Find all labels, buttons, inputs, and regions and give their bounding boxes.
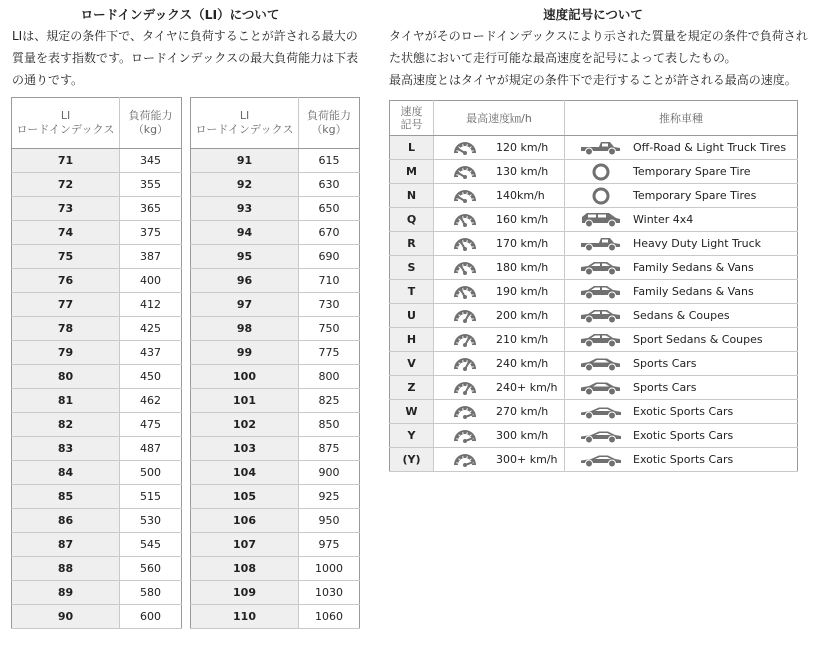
table-row <box>390 184 798 208</box>
load-capacity-value: 1060 <box>299 605 360 629</box>
table-row <box>12 221 182 245</box>
table-row <box>191 341 360 365</box>
speed-cell <box>434 400 565 424</box>
li-value: 78 <box>12 317 120 341</box>
vehicle-type-label: Sports Cars <box>633 381 697 394</box>
max-speed-value: 170 km/h <box>496 237 549 250</box>
table-row <box>12 485 182 509</box>
table-row <box>191 365 360 389</box>
gauge-mid-icon <box>452 285 478 299</box>
load-capacity-value: 475 <box>120 413 182 437</box>
sports-car-icon <box>579 427 623 445</box>
load-capacity-value: 387 <box>120 245 182 269</box>
li-value: 107 <box>191 533 299 557</box>
table-row <box>390 352 798 376</box>
load-capacity-value: 355 <box>120 173 182 197</box>
gauge-max-icon <box>452 453 478 467</box>
table-row <box>191 485 360 509</box>
li-value: 93 <box>191 197 299 221</box>
load-capacity-value: 425 <box>120 317 182 341</box>
load-capacity-value: 825 <box>299 389 360 413</box>
li-value: 87 <box>12 533 120 557</box>
li-value: 90 <box>12 605 120 629</box>
gauge-high-icon <box>452 309 478 323</box>
vehicle-type-label: Exotic Sports Cars <box>633 429 734 442</box>
speed-cell <box>434 136 565 160</box>
speed-title: 速度記号について <box>543 7 643 22</box>
table-row <box>12 413 182 437</box>
load-capacity-value: 500 <box>120 461 182 485</box>
load-capacity-value: 950 <box>299 509 360 533</box>
speed-symbol-value: H <box>390 328 434 352</box>
vehicle-cell <box>565 136 798 160</box>
load-capacity-value: 580 <box>120 581 182 605</box>
speed-cell <box>434 376 565 400</box>
load-column-header <box>299 98 360 149</box>
load-capacity-value: 670 <box>299 221 360 245</box>
sedan-icon <box>579 283 623 301</box>
table-row <box>191 317 360 341</box>
li-value: 75 <box>12 245 120 269</box>
li-description-line: LIは、規定の条件下で、タイヤに負荷することが許される最大の <box>12 29 358 43</box>
vehicle-type-label: Temporary Spare Tires <box>633 189 757 202</box>
max-speed-value: 130 km/h <box>496 165 549 178</box>
table-row <box>12 509 182 533</box>
li-value: 91 <box>191 149 299 173</box>
vehicle-cell <box>565 400 798 424</box>
load-column-header-line1: 負荷能力 <box>128 109 173 122</box>
load-capacity-value: 750 <box>299 317 360 341</box>
load-capacity-value: 630 <box>299 173 360 197</box>
li-value: 82 <box>12 413 120 437</box>
load-capacity-value: 412 <box>120 293 182 317</box>
vehicle-column-header: 推称車種 <box>565 101 798 136</box>
li-column-header-line1: LI <box>239 109 250 122</box>
speed-cell <box>434 184 565 208</box>
table-row <box>191 581 360 605</box>
table-row <box>12 437 182 461</box>
load-capacity-value: 1000 <box>299 557 360 581</box>
table-row <box>191 293 360 317</box>
table-row <box>12 533 182 557</box>
speed-symbol-value: T <box>390 280 434 304</box>
li-column-header-line2: ロードインデックス <box>195 123 294 136</box>
table-row <box>390 424 798 448</box>
load-capacity-value: 850 <box>299 413 360 437</box>
li-value: 72 <box>12 173 120 197</box>
li-column-header <box>191 98 299 149</box>
vehicle-cell <box>565 160 798 184</box>
speed-description <box>389 25 808 91</box>
sports-car-icon <box>579 451 623 469</box>
vehicle-type-label: Sports Cars <box>633 357 697 370</box>
li-value: 76 <box>12 269 120 293</box>
load-capacity-value: 730 <box>299 293 360 317</box>
load-capacity-value: 450 <box>120 365 182 389</box>
spare-tire-icon <box>579 163 623 181</box>
vehicle-type-label: Off-Road & Light Truck Tires <box>633 141 787 154</box>
li-value: 109 <box>191 581 299 605</box>
max-speed-value: 210 km/h <box>496 333 549 346</box>
li-value: 77 <box>12 293 120 317</box>
speed-cell <box>434 304 565 328</box>
table-row <box>12 293 182 317</box>
symbol-column-header-line1: 速度 <box>400 105 423 118</box>
load-capacity-value: 400 <box>120 269 182 293</box>
table-row <box>191 557 360 581</box>
speed-symbol-value: W <box>390 400 434 424</box>
speed-cell <box>434 256 565 280</box>
symbol-column-header-line2: 記号 <box>400 118 423 131</box>
li-value: 81 <box>12 389 120 413</box>
gauge-max-icon <box>452 429 478 443</box>
li-value: 95 <box>191 245 299 269</box>
li-value: 88 <box>12 557 120 581</box>
gauge-high-icon <box>452 381 478 395</box>
vehicle-cell <box>565 328 798 352</box>
table-row <box>12 389 182 413</box>
load-capacity-value: 710 <box>299 269 360 293</box>
table-row <box>390 232 798 256</box>
load-capacity-value: 437 <box>120 341 182 365</box>
load-capacity-value: 365 <box>120 197 182 221</box>
li-value: 85 <box>12 485 120 509</box>
table-row <box>191 269 360 293</box>
load-capacity-value: 650 <box>299 197 360 221</box>
load-capacity-value: 600 <box>120 605 182 629</box>
speed-cell <box>434 328 565 352</box>
speed-symbol-value: R <box>390 232 434 256</box>
table-row <box>191 173 360 197</box>
vehicle-cell <box>565 304 798 328</box>
table-row <box>12 581 182 605</box>
max-speed-value: 270 km/h <box>496 405 549 418</box>
li-value: 94 <box>191 221 299 245</box>
load-capacity-value: 615 <box>299 149 360 173</box>
li-value: 104 <box>191 461 299 485</box>
speed-symbol-value: Q <box>390 208 434 232</box>
table-row <box>12 317 182 341</box>
load-capacity-value: 487 <box>120 437 182 461</box>
load-capacity-value: 800 <box>299 365 360 389</box>
li-value: 102 <box>191 413 299 437</box>
table-row <box>12 269 182 293</box>
load-capacity-value: 775 <box>299 341 360 365</box>
li-value: 101 <box>191 389 299 413</box>
max-speed-value: 200 km/h <box>496 309 549 322</box>
vehicle-cell <box>565 280 798 304</box>
max-speed-value: 120 km/h <box>496 141 549 154</box>
max-speed-value: 300 km/h <box>496 429 549 442</box>
li-value: 97 <box>191 293 299 317</box>
table-row <box>191 509 360 533</box>
table-header-row <box>390 101 798 136</box>
li-column-header-line2: ロードインデックス <box>16 123 115 136</box>
load-capacity-value: 875 <box>299 437 360 461</box>
sedan-icon <box>579 331 623 349</box>
table-row <box>191 437 360 461</box>
li-value: 105 <box>191 485 299 509</box>
vehicle-cell <box>565 208 798 232</box>
pickup-truck-icon <box>579 139 623 157</box>
vehicle-type-label: Sport Sedans & Coupes <box>633 333 763 346</box>
li-value: 89 <box>12 581 120 605</box>
load-capacity-value: 462 <box>120 389 182 413</box>
load-capacity-value: 975 <box>299 533 360 557</box>
sports-car-icon <box>579 403 623 421</box>
table-row <box>191 461 360 485</box>
speed-cell <box>434 448 565 472</box>
table-row <box>390 304 798 328</box>
speed-column-header: 最高速度㎞/h <box>434 101 565 136</box>
load-column-header <box>120 98 182 149</box>
li-value: 74 <box>12 221 120 245</box>
speed-description-line: 最高速度とはタイヤが規定の条件下で走行することが許される最高の速度。 <box>389 73 797 87</box>
table-row <box>191 149 360 173</box>
speed-symbol-value: V <box>390 352 434 376</box>
table-row <box>191 197 360 221</box>
speed-description-line: た状態において走行可能な最高速度を記号によって表したもの。 <box>389 51 737 65</box>
max-speed-value: 190 km/h <box>496 285 549 298</box>
suv-icon <box>579 211 623 229</box>
table-row <box>390 376 798 400</box>
gauge-mid-icon <box>452 237 478 251</box>
vehicle-type-label: Heavy Duty Light Truck <box>633 237 762 250</box>
load-index-table-1-body <box>12 149 182 629</box>
table-row <box>390 208 798 232</box>
vehicle-type-label: Family Sedans & Vans <box>633 285 754 298</box>
vehicle-type-label: Sedans & Coupes <box>633 309 730 322</box>
vehicle-type-label: Family Sedans & Vans <box>633 261 754 274</box>
load-capacity-value: 345 <box>120 149 182 173</box>
speed-symbol-value: L <box>390 136 434 160</box>
table-row <box>191 221 360 245</box>
load-index-table-2-body <box>191 149 360 629</box>
li-value: 83 <box>12 437 120 461</box>
gauge-low-icon <box>452 141 478 155</box>
speed-symbol-value: Y <box>390 424 434 448</box>
vehicle-cell <box>565 232 798 256</box>
gauge-low-icon <box>452 165 478 179</box>
load-capacity-value: 515 <box>120 485 182 509</box>
li-column-header-line1: LI <box>60 109 71 122</box>
max-speed-value: 140km/h <box>496 189 545 202</box>
speed-symbol-value: S <box>390 256 434 280</box>
li-value: 110 <box>191 605 299 629</box>
table-row <box>191 605 360 629</box>
coupe-icon <box>579 379 623 397</box>
li-value: 96 <box>191 269 299 293</box>
vehicle-type-label: Exotic Sports Cars <box>633 405 734 418</box>
vehicle-cell <box>565 376 798 400</box>
speed-symbol-value: U <box>390 304 434 328</box>
table-row <box>390 448 798 472</box>
gauge-low-icon <box>452 189 478 203</box>
load-capacity-value: 900 <box>299 461 360 485</box>
sedan-icon <box>579 259 623 277</box>
li-value: 86 <box>12 509 120 533</box>
table-header-row <box>191 98 360 149</box>
li-value: 79 <box>12 341 120 365</box>
speed-cell <box>434 232 565 256</box>
load-index-table-1 <box>11 97 182 629</box>
table-row <box>191 413 360 437</box>
table-row <box>12 341 182 365</box>
table-row <box>12 365 182 389</box>
speed-symbol-table <box>389 100 798 472</box>
max-speed-value: 160 km/h <box>496 213 549 226</box>
speed-description-line: タイヤがそのロードインデックスにより示された質量を規定の条件で負荷され <box>389 29 808 43</box>
li-value: 99 <box>191 341 299 365</box>
load-column-header-line2: （kg） <box>311 123 347 136</box>
load-capacity-value: 925 <box>299 485 360 509</box>
li-value: 108 <box>191 557 299 581</box>
li-value: 80 <box>12 365 120 389</box>
speed-cell <box>434 424 565 448</box>
vehicle-cell <box>565 352 798 376</box>
table-row <box>191 245 360 269</box>
vehicle-cell <box>565 256 798 280</box>
gauge-mid-icon <box>452 213 478 227</box>
vehicle-cell <box>565 184 798 208</box>
max-speed-value: 240 km/h <box>496 357 549 370</box>
li-value: 106 <box>191 509 299 533</box>
table-row <box>390 328 798 352</box>
gauge-high-icon <box>452 333 478 347</box>
li-value: 98 <box>191 317 299 341</box>
table-row <box>191 389 360 413</box>
table-row <box>191 533 360 557</box>
sedan-icon <box>579 307 623 325</box>
load-capacity-value: 375 <box>120 221 182 245</box>
max-speed-value: 180 km/h <box>496 261 549 274</box>
vehicle-type-label: Winter 4x4 <box>633 213 694 226</box>
max-speed-value: 240+ km/h <box>496 381 558 394</box>
speed-cell <box>434 280 565 304</box>
speed-symbol-value: (Y) <box>390 448 434 472</box>
vehicle-cell <box>565 424 798 448</box>
gauge-high-icon <box>452 357 478 371</box>
gauge-mid-icon <box>452 261 478 275</box>
speed-symbol-table-body <box>390 136 798 472</box>
vehicle-cell <box>565 448 798 472</box>
spare-tire-icon <box>579 187 623 205</box>
max-speed-value: 300+ km/h <box>496 453 558 466</box>
table-row <box>12 605 182 629</box>
symbol-column-header <box>390 101 434 136</box>
table-row <box>390 400 798 424</box>
li-description <box>12 25 362 91</box>
vehicle-type-label: Exotic Sports Cars <box>633 453 734 466</box>
table-row <box>390 280 798 304</box>
li-description-line: 質量を表す指数です。ロードインデックスの最大負荷能力は下表 <box>12 51 359 65</box>
li-description-line: の通りです。 <box>12 73 84 87</box>
speed-symbol-value: M <box>390 160 434 184</box>
speed-symbol-value: Z <box>390 376 434 400</box>
table-row <box>12 173 182 197</box>
table-row <box>390 136 798 160</box>
speed-cell <box>434 160 565 184</box>
li-value: 73 <box>12 197 120 221</box>
li-column-header <box>12 98 120 149</box>
load-capacity-value: 690 <box>299 245 360 269</box>
table-row <box>12 461 182 485</box>
li-value: 84 <box>12 461 120 485</box>
load-index-table-2 <box>190 97 360 629</box>
load-capacity-value: 1030 <box>299 581 360 605</box>
table-row <box>12 245 182 269</box>
table-row <box>12 149 182 173</box>
li-value: 103 <box>191 437 299 461</box>
vehicle-type-label: Temporary Spare Tire <box>633 165 751 178</box>
coupe-icon <box>579 355 623 373</box>
table-header-row <box>12 98 182 149</box>
table-row <box>390 160 798 184</box>
li-value: 100 <box>191 365 299 389</box>
li-value: 92 <box>191 173 299 197</box>
load-column-header-line2: （kg） <box>132 123 169 136</box>
table-row <box>390 256 798 280</box>
li-value: 71 <box>12 149 120 173</box>
table-row <box>12 557 182 581</box>
load-capacity-value: 545 <box>120 533 182 557</box>
table-row <box>12 197 182 221</box>
li-title: ロードインデックス（LI）について <box>80 7 280 22</box>
speed-cell <box>434 352 565 376</box>
speed-cell <box>434 208 565 232</box>
pickup-truck-icon <box>579 235 623 253</box>
speed-symbol-value: N <box>390 184 434 208</box>
load-capacity-value: 560 <box>120 557 182 581</box>
load-column-header-line1: 負荷能力 <box>307 109 351 122</box>
load-capacity-value: 530 <box>120 509 182 533</box>
gauge-max-icon <box>452 405 478 419</box>
